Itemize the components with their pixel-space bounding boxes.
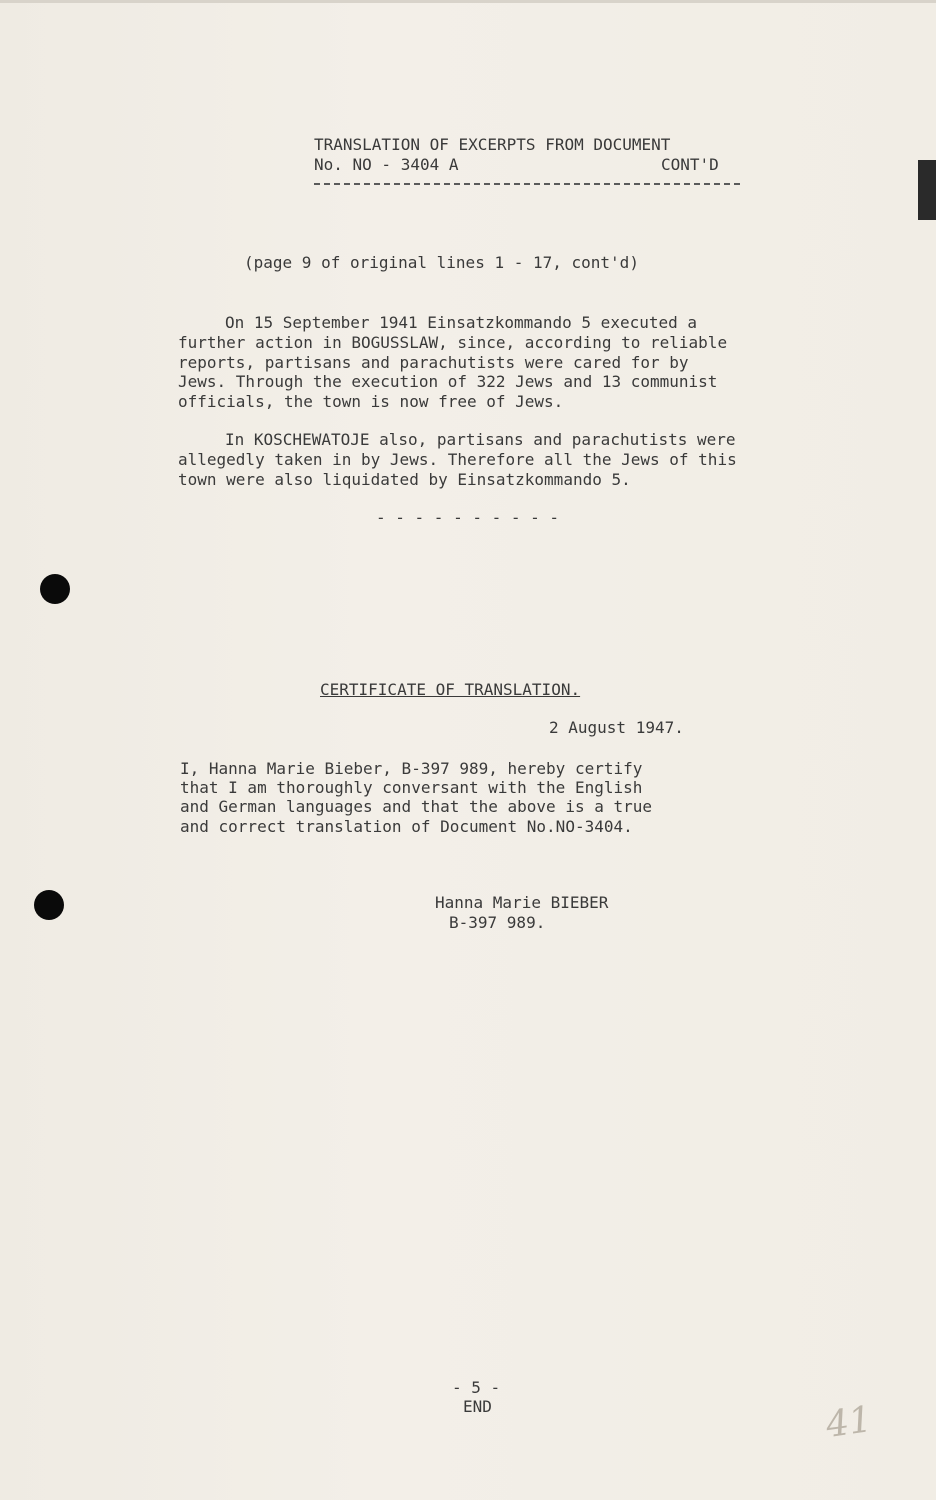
certificate-body-line: I, Hanna Marie Bieber, B-397 989, hereby certify <box>180 759 643 778</box>
paragraph2-line: town were also liquidated by Einsatzkommando 5. <box>178 470 631 489</box>
binder-tab <box>918 160 936 220</box>
paragraph2-line: In KOSCHEWATOJE also, partisans and parachutists were <box>225 430 736 449</box>
paragraph1-line: On 15 September 1941 Einsatzkommando 5 executed a <box>225 313 698 332</box>
section-separator: - - - - - - - - - - <box>376 508 560 527</box>
paragraph1-line: Jews. Through the execution of 322 Jews and 13 communist <box>178 372 718 391</box>
page-reference: (page 9 of original lines 1 - 17, cont'd) <box>244 253 639 272</box>
certificate-body-line: and correct translation of Document No.NO-3404. <box>180 817 633 836</box>
certificate-body-line: and German languages and that the above is a true <box>180 797 653 816</box>
paragraph1-line: reports, partisans and parachutists were cared for by <box>178 353 689 372</box>
header-rule <box>314 183 740 185</box>
header-doc-number: No. NO - 3404 A <box>314 155 459 174</box>
punch-hole-upper <box>40 574 70 604</box>
certificate-date: 2 August 1947. <box>549 718 684 737</box>
signature-id: B-397 989. <box>449 913 546 932</box>
punch-hole-lower <box>34 890 64 920</box>
paragraph1-line: further action in BOGUSSLAW, since, according to reliable <box>178 333 728 352</box>
header-line1: TRANSLATION OF EXCERPTS FROM DOCUMENT <box>314 135 671 154</box>
certificate-body-line: that I am thoroughly conversant with the English <box>180 778 643 797</box>
page-number: - 5 - <box>452 1378 501 1397</box>
page-top-edge <box>0 0 936 3</box>
header-contd: CONT'D <box>661 155 719 174</box>
margin-handwritten-note: 41 <box>823 1399 875 1446</box>
signature-name: Hanna Marie BIEBER <box>435 893 609 912</box>
paragraph2-line: allegedly taken in by Jews. Therefore all the Jews of this <box>178 450 737 469</box>
paragraph1-line: officials, the town is now free of Jews. <box>178 392 564 411</box>
certificate-title: CERTIFICATE OF TRANSLATION. <box>320 680 581 699</box>
end-marker: END <box>463 1397 492 1416</box>
